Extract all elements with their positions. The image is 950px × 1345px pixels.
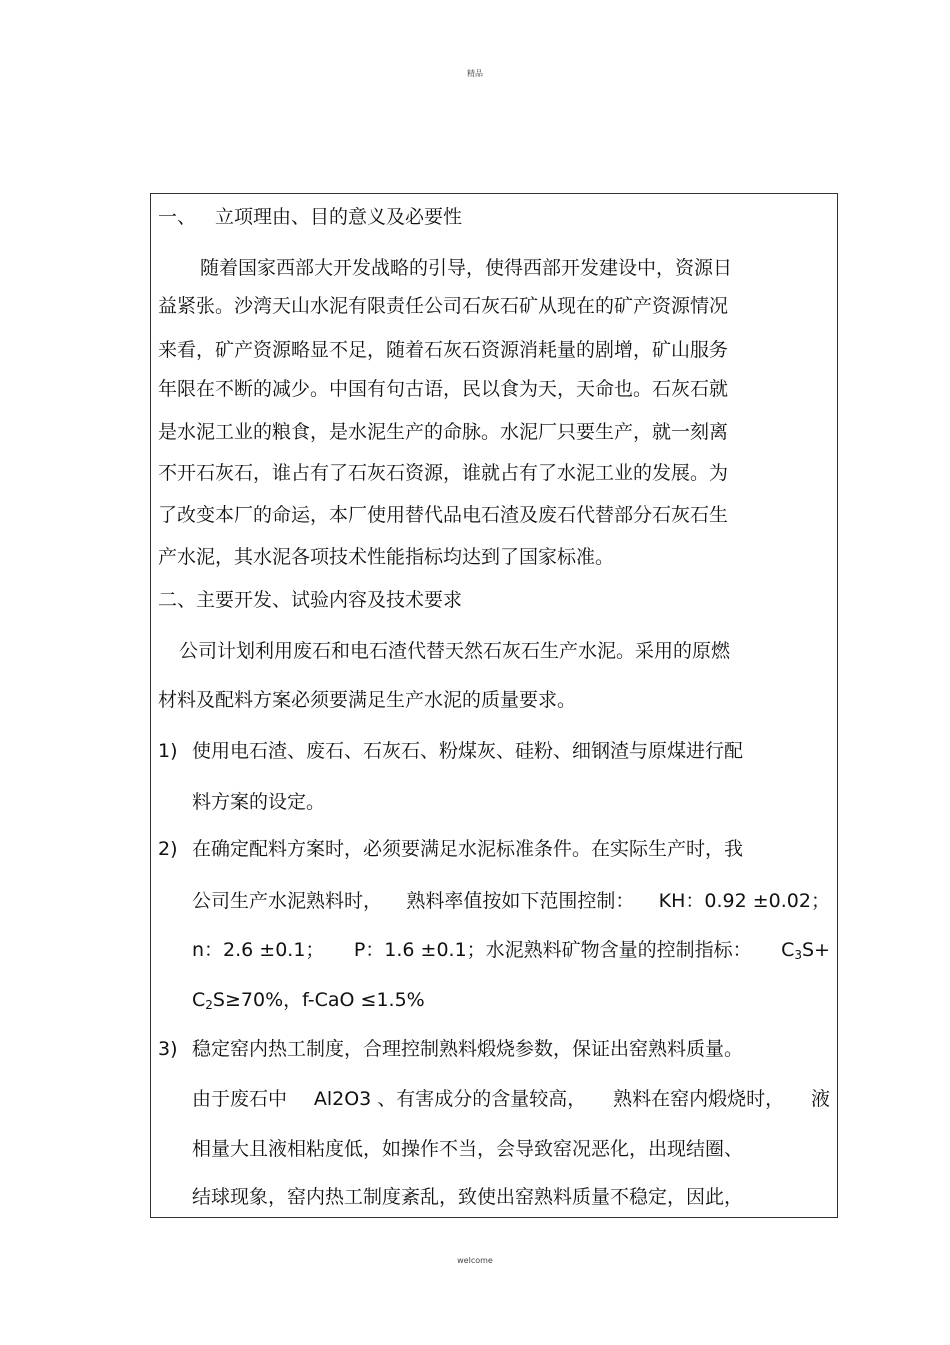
section1-line: 随着国家西部大开发战略的引导，使得西部开发建设中，资源日 (200, 257, 733, 279)
footer-mark: welcome (457, 1256, 493, 1265)
list-item-1 (158, 739, 743, 763)
list-item-text: 相量大且液相粘度低，如操作不当，会导致窑况恶化，出现结圈、 (192, 1138, 744, 1160)
text-segment: 由于废石中 (192, 1088, 288, 1110)
section1-number: 一、 (158, 206, 197, 228)
text-segment: 熟料在窑内煅烧时， (613, 1088, 785, 1110)
kh-value: KH：0.92 ±0.02； (658, 890, 830, 912)
section1-line: 产水泥，其水泥各项技术性能指标均达到了国家标准。 (158, 546, 615, 568)
text-segment: P：1.6 ±0.1；水泥熟料矿物含量的控制指标： (353, 939, 752, 961)
formula-subscript: 3 (794, 948, 802, 962)
section1-line: 是水泥工业的粮食，是水泥生产的命脉。水泥厂只要生产，就一刻离 (158, 421, 729, 443)
header-mark: 精品 (467, 69, 483, 78)
formula-subscript: 2 (205, 998, 213, 1012)
list-item-text-row (192, 938, 830, 962)
list-item-text-row (192, 1087, 830, 1111)
text-segment: 液 (810, 1088, 830, 1110)
section1-heading (158, 205, 462, 229)
c3s-formula (781, 938, 830, 962)
list-item-2 (158, 837, 743, 861)
section2-intro-line: 材料及配料方案必须要满足生产水泥的质量要求。 (158, 689, 577, 711)
list-item-text: 使用电石渣、废石、石灰石、粉煤灰、硅粉、细钢渣与原煤进行配 (192, 740, 744, 762)
c2s-formula-line (192, 988, 425, 1012)
text-segment: 熟料率值按如下范围控制： (406, 890, 635, 912)
section1-line: 了改变本厂的命运，本厂使用替代品电石渣及废石代替部分石灰石生 (158, 504, 729, 526)
section1-title: 立项理由、目的意义及必要性 (215, 206, 463, 228)
list-item-number: 2) (158, 838, 178, 860)
section2-heading: 二、主要开发、试验内容及技术要求 (158, 589, 463, 611)
section1-line: 年限在不断的减少。中国有句古语，民以食为天，天命也。石灰石就 (158, 378, 729, 400)
section2-intro-line: 公司计划利用废石和电石渣代替天然石灰石生产水泥。采用的原燃 (179, 640, 731, 662)
section1-line: 不开石灰石，谁占有了石灰石资源，谁就占有了水泥工业的发展。为 (158, 462, 729, 484)
text-segment: 公司生产水泥熟料时， (192, 890, 383, 912)
list-item-3 (158, 1037, 743, 1061)
content-box (150, 193, 838, 1218)
list-item-number: 1) (158, 740, 178, 762)
list-item-text: 料方案的设定。 (192, 791, 326, 813)
list-item-number: 3) (158, 1038, 178, 1060)
n-value: n：2.6 ±0.1； (192, 939, 325, 961)
section1-line: 来看，矿产资源略显不足，随着石灰石资源消耗量的剧增，矿山服务 (158, 339, 729, 361)
list-item-text-row (192, 889, 830, 913)
formula-part: S≥70%，f-CaO ≤1.5% (212, 989, 425, 1011)
list-item-text: 结球现象，窑内热工制度紊乱，致使出窑熟料质量不稳定，因此， (192, 1186, 744, 1208)
formula-part: C (781, 939, 795, 961)
section1-line: 益紧张。沙湾天山水泥有限责任公司石灰石矿从现在的矿产资源情况 (158, 295, 729, 317)
text-segment: Al2O3 、有害成分的含量较高， (313, 1088, 587, 1110)
list-item-text: 在确定配料方案时，必须要满足水泥标准条件。在实际生产时，我 (192, 838, 744, 860)
formula-part: S+ (802, 939, 830, 961)
list-item-text: 稳定窑内热工制度，合理控制熟料煅烧参数，保证出窑熟料质量。 (192, 1038, 744, 1060)
formula-part: C (192, 989, 206, 1011)
